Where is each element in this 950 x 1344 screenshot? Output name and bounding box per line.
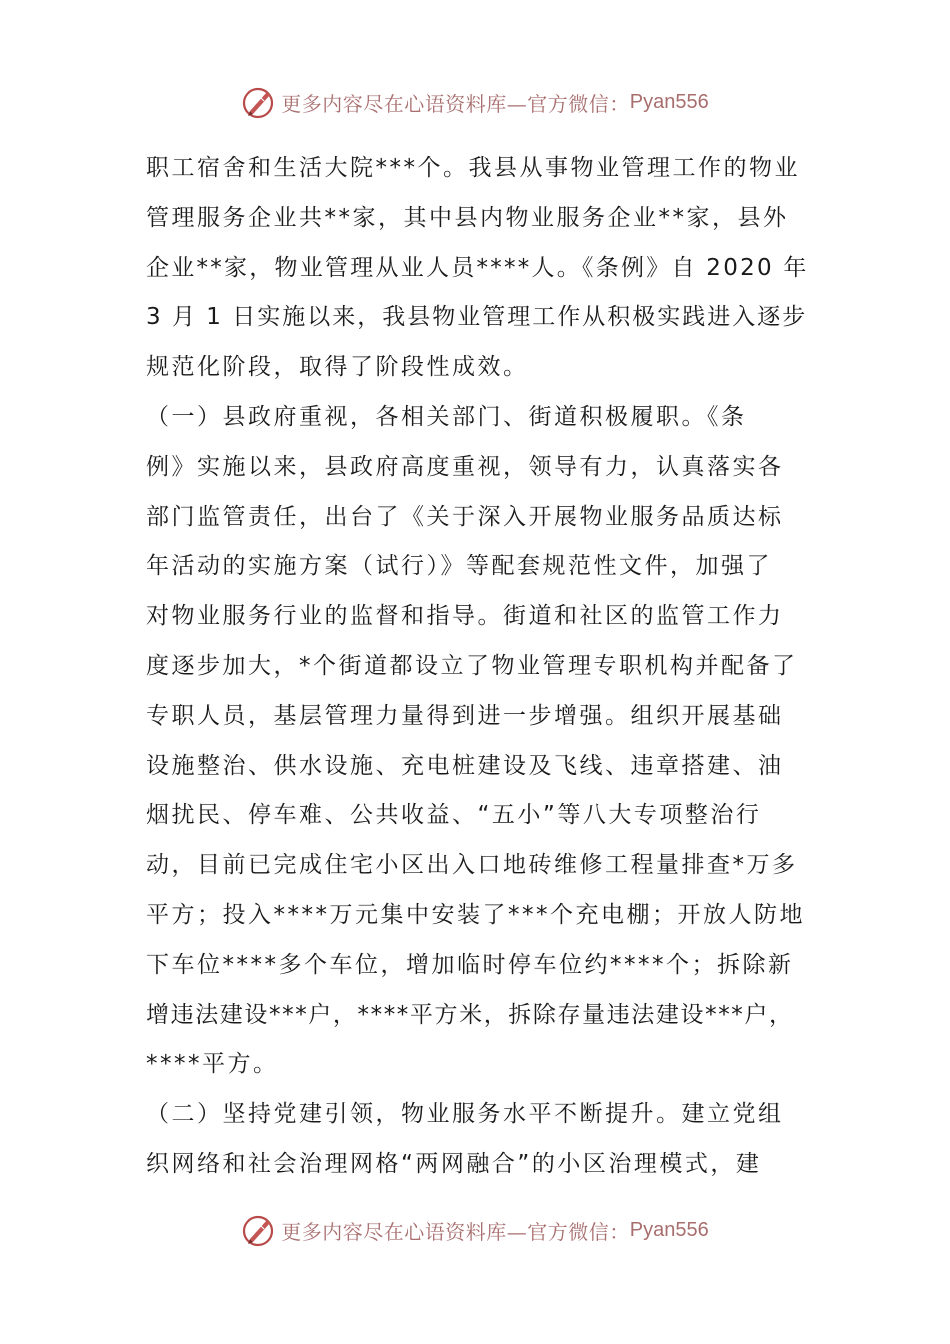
pen-logo-icon	[241, 1212, 277, 1248]
text-line: ****平方。	[146, 1051, 279, 1078]
banner-wechat-label: 官方微信：	[527, 91, 630, 116]
text-line: 平方；投入****万元集中安装了***个充电棚；开放人防地	[146, 901, 805, 928]
text-line: 3 月 1 日实施以来，我县物业管理工作从积极实践进入逐步	[146, 304, 808, 331]
text-line: 度逐步加大，*个街道都设立了物业管理专职机构并配备了	[146, 652, 798, 679]
pen-logo-icon	[241, 84, 277, 120]
text-line: 对物业服务行业的监督和指导。街道和社区的监管工作力	[146, 603, 784, 630]
banner-wechat-label: 官方微信：	[527, 1219, 630, 1244]
text-line: 企业**家，物业管理从业人员****人。《条例》自 2020 年	[146, 254, 809, 281]
text-line: 织网络和社会治理网格“两网融合”的小区治理模式，建	[146, 1150, 762, 1177]
text-line: 设施整治、供水设施、充电桩建设及飞线、违章搭建、油	[146, 752, 784, 779]
banner-wechat-id: Pyan556	[629, 1218, 709, 1241]
text-line: 增违法建设***户，****平方米，拆除存量违法建设***户，	[146, 1001, 794, 1028]
banner-text: 更多内容尽在心语资料库—	[281, 91, 528, 116]
header-watermark-banner	[0, 80, 950, 124]
text-line: 专职人员，基层管理力量得到进一步增强。组织开展基础	[146, 702, 784, 729]
text-line: 职工宿舍和生活大院***个。我县从事物业管理工作的物业	[146, 155, 800, 181]
text-line: 规范化阶段，取得了阶段性成效。	[146, 354, 529, 381]
text-line: 动，目前已完成住宅小区出入口地砖维修工程量排查*万多	[146, 852, 798, 879]
banner-wechat-id: Pyan556	[629, 90, 709, 113]
banner-text: 更多内容尽在心语资料库—	[281, 1219, 528, 1244]
text-line: 下车位****多个车位，增加临时停车位约****个；拆除新	[146, 951, 794, 978]
text-line: 年活动的实施方案（试行）》等配套规范性文件，加强了	[146, 553, 772, 580]
footer-watermark-banner	[0, 1208, 950, 1252]
text-line: 烟扰民、停车难、公共收益、“五小”等八大专项整治行	[146, 802, 762, 829]
section-heading-line: （一）县政府重视，各相关部门、街道积极履职。《条	[146, 403, 747, 430]
section-heading-line: （二）坚持党建引领，物业服务水平不断提升。建立党组	[146, 1101, 784, 1128]
document-body	[146, 144, 810, 1190]
text-line: 管理服务企业共**家，其中县内物业服务企业**家，县外	[146, 204, 789, 231]
text-line: 例》实施以来，县政府高度重视，领导有力，认真落实各	[146, 453, 784, 480]
text-line: 部门监管责任，出台了《关于深入开展物业服务品质达标	[146, 503, 784, 530]
